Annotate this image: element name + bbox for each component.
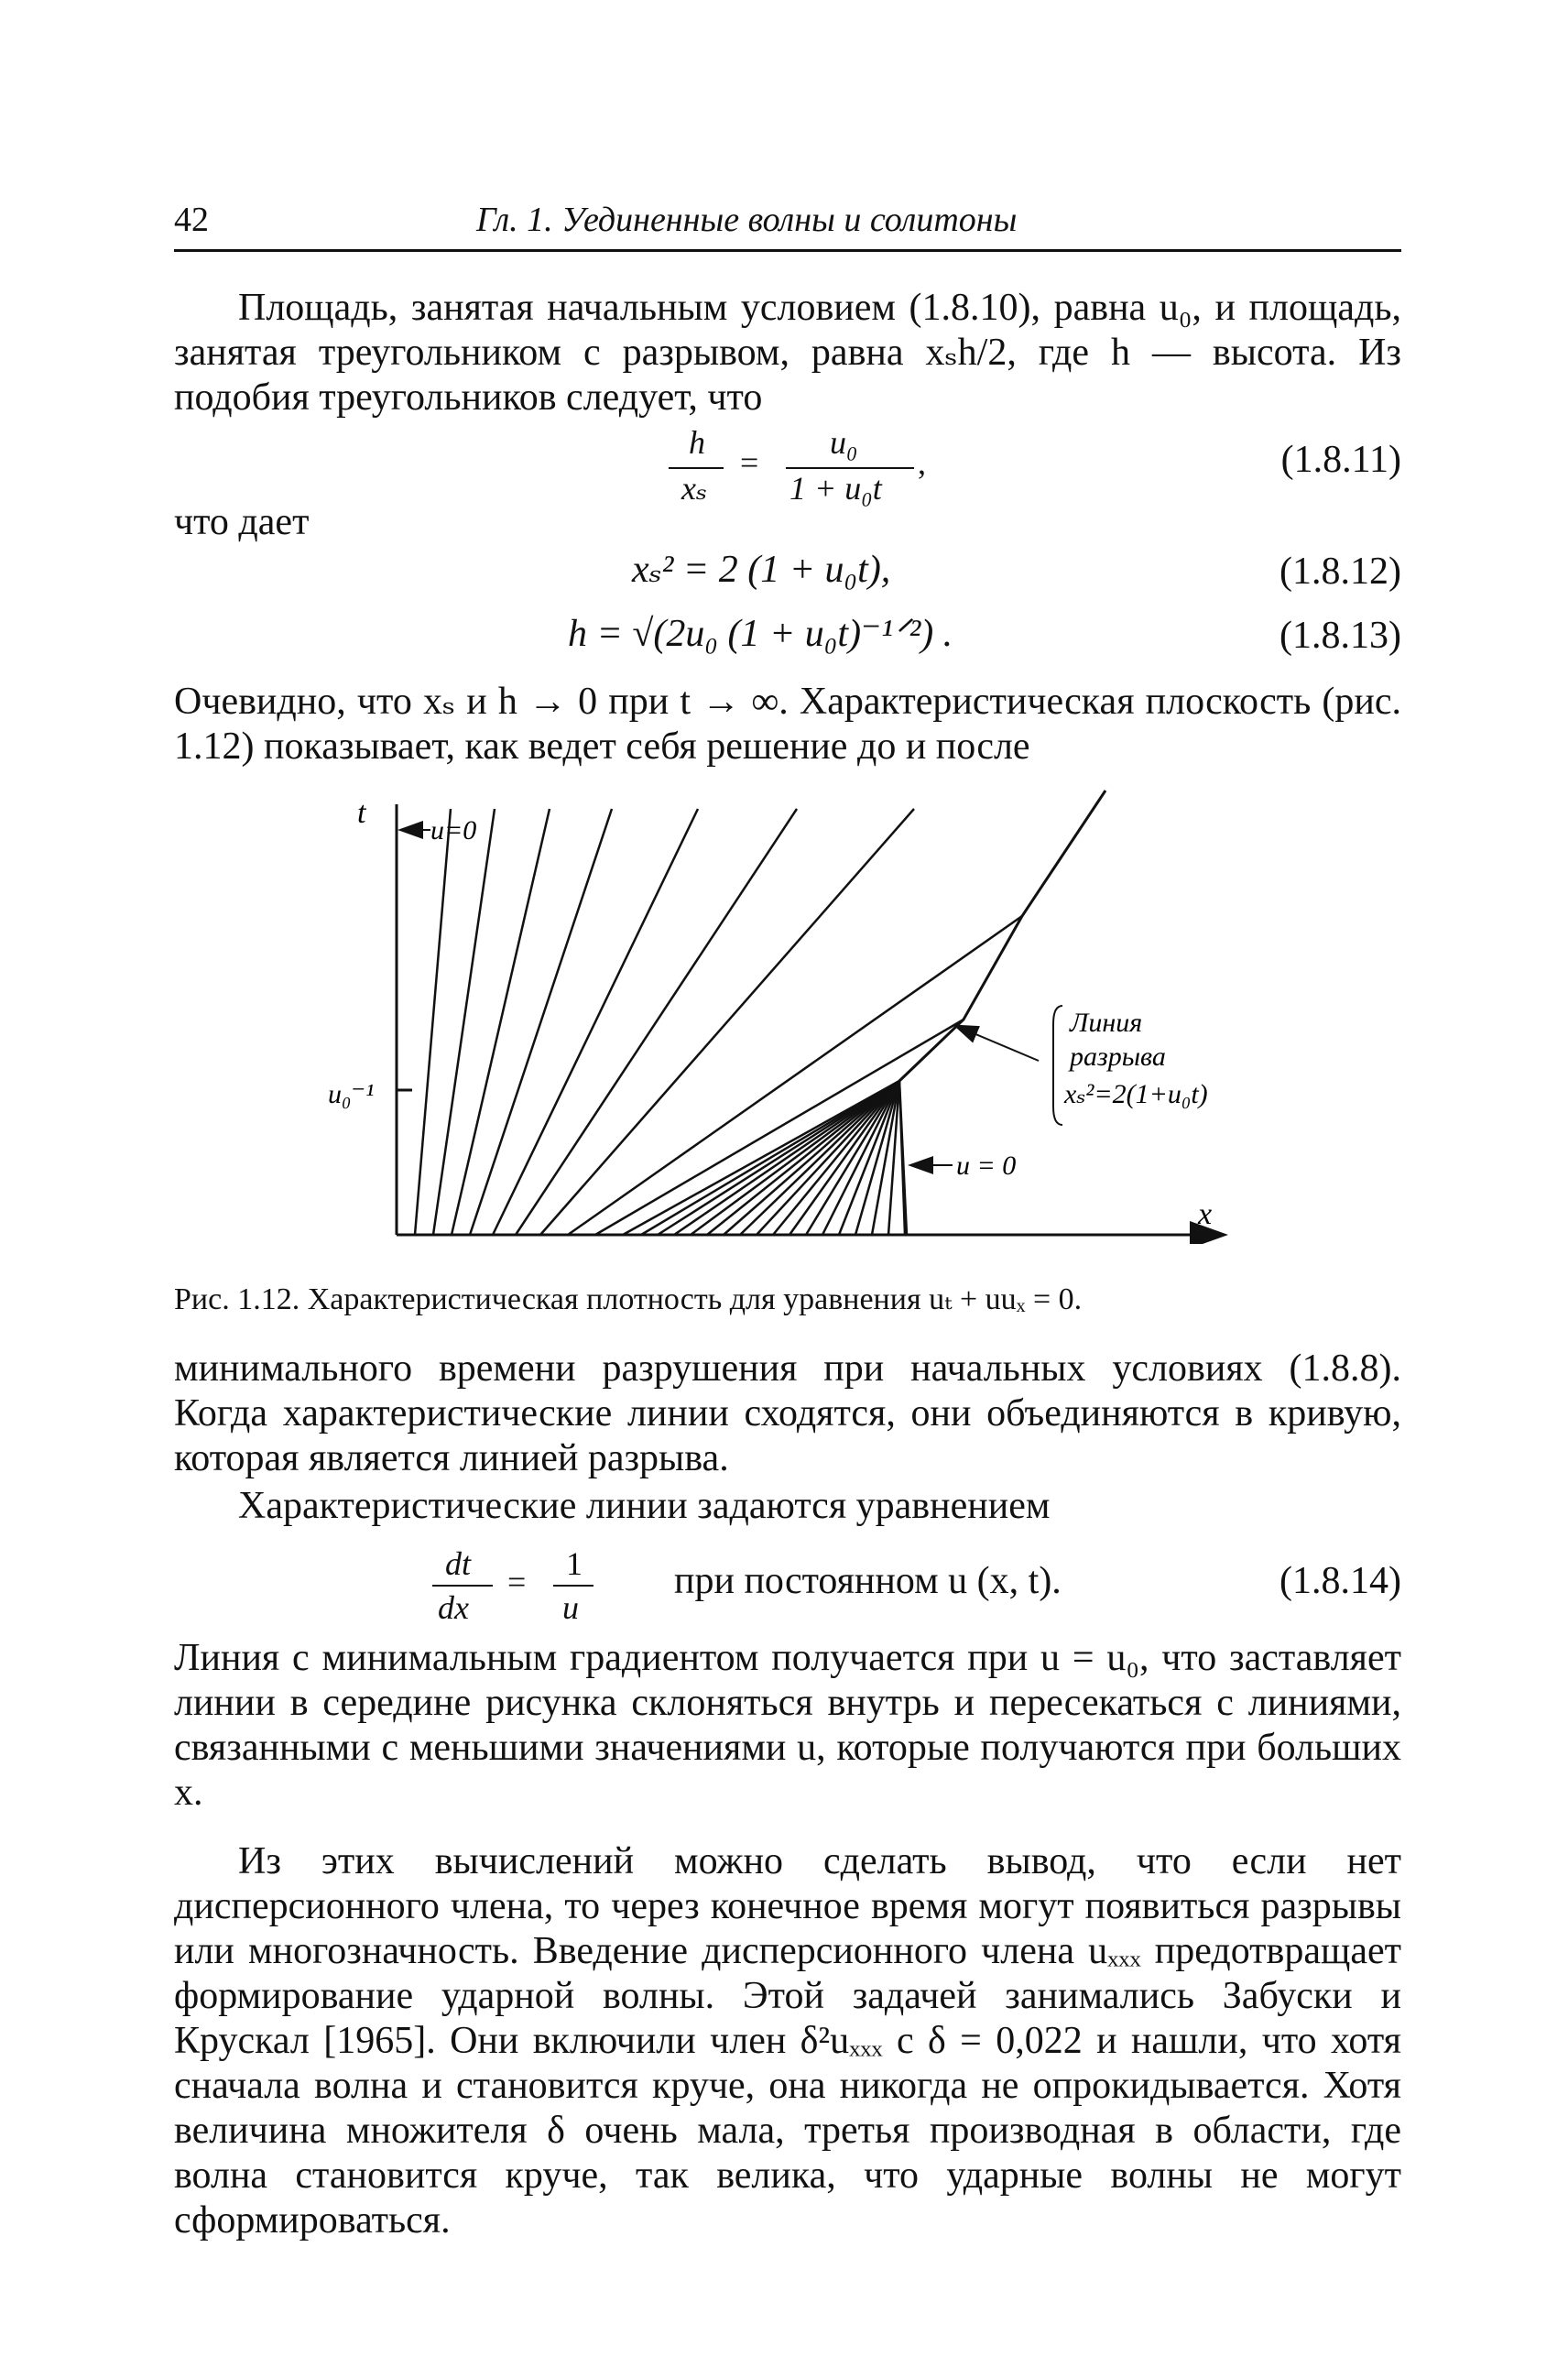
t-axis-label: t — [357, 796, 366, 830]
tick-label-u0-inverse: u₀⁻¹ — [328, 1079, 375, 1109]
eq14-lhs-num: dt — [445, 1545, 472, 1582]
equation-1-8-12: xₛ² = 2 (1 + u₀t), — [632, 549, 891, 591]
paragraph-min-gradient: Линия с минимальным градиентом получается при u = u₀, что заставляет линии в середине рисунка склоняться внутрь и пересекаться с линиями, связанными с меньшими значениями u, которые получаются при больших x. — [174, 1637, 1401, 1814]
eq13-number: (1.8.13) — [1279, 615, 1401, 657]
eq12-number: (1.8.12) — [1279, 551, 1401, 593]
shock-annotation-arrow — [956, 1026, 1039, 1061]
characteristic-line-15 — [724, 1081, 899, 1235]
page-number: 42 — [174, 201, 209, 239]
paragraph-conclusion: Из этих вычислений можно сделать вывод, что если нет дисперсионного члена, то через конечное время могут появиться разрывы или многозначность. Введение дисперсионного члена uₓₓₓ предотвращает формирование ударной волны. Этой задачей занимались Забуски и Крускал [1965]. Они включили член δ²uₓₓₓ с δ = 0,022 и нашли, что хотя сначала волна и становится круче, она никогда не опрокидывается. Хотя величина множителя δ очень мала, третья производная в области, где волна становится круче, так велика, что ударные волны не могут сформироваться. — [174, 1840, 1401, 2242]
characteristic-line-7 — [568, 916, 1022, 1235]
eq14-rhs-den: u — [562, 1589, 579, 1626]
label-gives: что дает — [174, 501, 310, 543]
running-header: Гл. 1. Уединенные волны и солитоны — [476, 201, 1018, 239]
label-u0-top: u=0 — [430, 815, 477, 845]
eq14-rhs-bar — [553, 1585, 593, 1587]
characteristic-line-1 — [433, 809, 495, 1235]
equation-1-8-13: h = √(2u₀ (1 + u₀t)⁻¹ᐟ²) . — [568, 613, 953, 655]
characteristic-line-9 — [623, 1081, 899, 1235]
characteristic-line-2 — [452, 809, 550, 1235]
eq14-rhs-num: 1 — [566, 1545, 583, 1582]
eq11-number: (1.8.11) — [1280, 439, 1401, 481]
header-rule — [174, 249, 1401, 252]
characteristic-line-19 — [789, 1081, 899, 1235]
eq14-lhs-bar — [432, 1585, 493, 1587]
characteristic-line-3 — [470, 809, 612, 1235]
eq11-rhs-den: 1 + u₀t — [789, 470, 882, 507]
eq11-rhs-num: u₀ — [830, 424, 858, 461]
characteristic-line-18 — [773, 1081, 899, 1235]
characteristic-line-14 — [707, 1081, 899, 1235]
eq14-condition: при постоянном u (x, t). — [674, 1560, 1062, 1602]
paragraph-minimal-time: минимального времени разрушения при начальных условиях (1.8.8). Когда характеристические линии сходятся, они объединяются в кривую, которая является линией разрыва. — [174, 1347, 1401, 1479]
annotation-line-3: xₛ²=2(1+u₀t) — [1064, 1079, 1208, 1109]
annotation-brace — [1053, 1006, 1062, 1125]
eq14-lhs-den: dx — [438, 1589, 469, 1626]
characteristic-line-8 — [595, 1020, 964, 1235]
eq11-lhs-num: h — [689, 424, 705, 461]
characteristic-line-5 — [516, 809, 797, 1235]
annotation-line-1: Линия — [1070, 1008, 1143, 1038]
characteristic-lines — [415, 809, 1022, 1235]
characteristic-line-12 — [674, 1081, 899, 1235]
eq11-trail: , — [918, 444, 926, 481]
paragraph-area-intro: Площадь, занятая начальным условием (1.8.10), равна u₀, и площадь, занятая треугольником с разрывом, равна xₛh/2, где h — высота. Из подобия треугольников следует, что — [174, 287, 1401, 419]
paragraph-char-lines: Характеристические линии задаются уравнением — [238, 1485, 1051, 1527]
eq11-lhs-den: xₛ — [681, 470, 708, 507]
x-axis-label: x — [1198, 1197, 1213, 1231]
annotation-line-2: разрыва — [1070, 1042, 1166, 1072]
eq14-number: (1.8.14) — [1279, 1560, 1401, 1602]
figure-caption: Рис. 1.12. Характеристическая плотность для уравнения uₜ + uuₓ = 0. — [174, 1282, 1083, 1316]
characteristic-plane-figure — [321, 786, 1273, 1244]
paragraph-obviously: Очевидно, что xₛ и h → 0 при t → ∞. Характеристическая плоскость (рис. 1.12) показывает, как ведет себя решение до и после — [174, 681, 1401, 768]
eq14-equals: = — [507, 1564, 527, 1600]
characteristic-line-0 — [415, 809, 451, 1235]
eq11-equals: = — [740, 444, 759, 481]
label-u0-bottom: u = 0 — [956, 1151, 1017, 1181]
